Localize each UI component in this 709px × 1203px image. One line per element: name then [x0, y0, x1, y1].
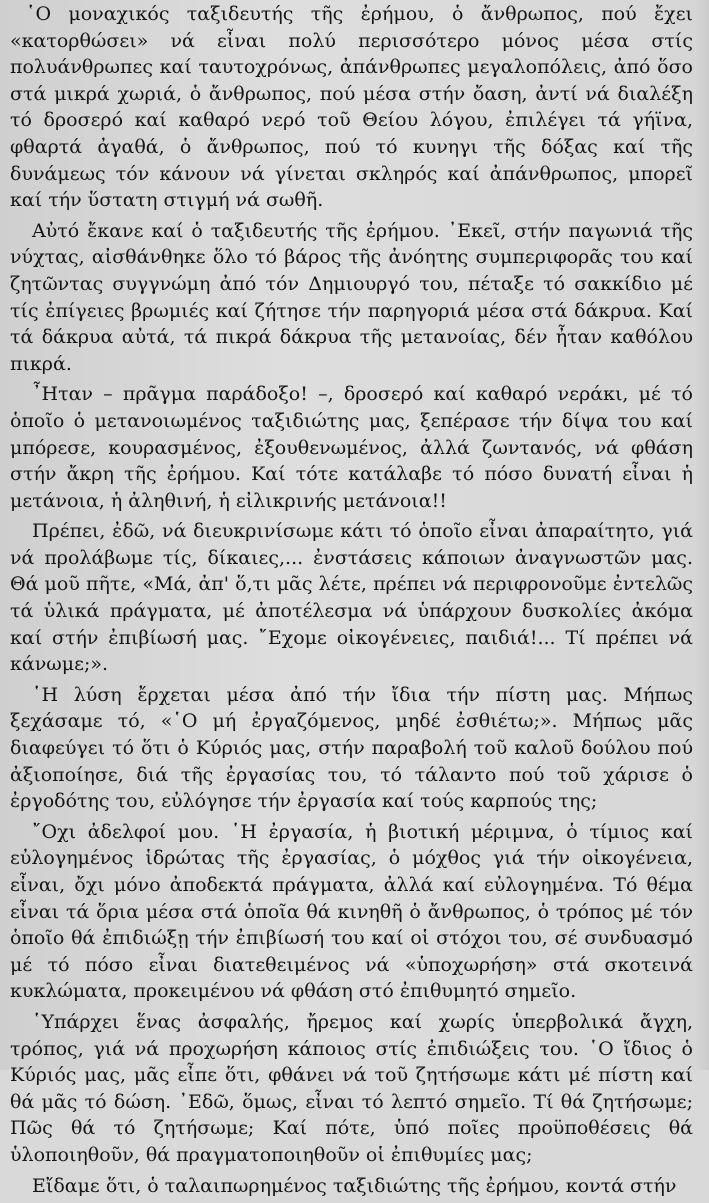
paragraph-7: ῾Υπάρχει ἕνας ἀσφαλής, ἤρεμος καί χωρίς ὑπερβολικά ἄγχη, τρόπος, γιά νά προχωρήση κάποιος στίς ἐπιδιώξεις του. ῾Ο ἴδιος ὁ Κύριός μας, μᾶς εἶπε ὅτι, φθάνει νά τοῦ ζητήσωμε κάτι μέ πίστη καί θά μᾶς τό δώση. ᾿Εδῶ, ὅμως, εἶναι τό λεπτό σημεῖο. Τί θά ζητήσωμε; Πῶς θά τό ζητήσωμε; Καί πότε, ὑπό ποῖες προϋποθέσεις θά ὑλοποιηθοῦν, θά πραγματοποιηθοῦν οἱ ἐπιθυμίες μας; [10, 1010, 693, 1166]
page-edge-shadow [695, 0, 709, 1070]
text-column [10, 1, 693, 1203]
paragraph-5: ῾Η λύση ἔρχεται μέσα ἀπό τήν ἴδια τήν πίστη μας. Μήπως ξεχάσαμε τό, «῾Ο μή ἐργαζόμενος, μηδέ ἐσθιέτω;». Μήπως μᾶς διαφεύγει τό ὅτι ὁ Κύριός μας, στήν παραβολή τοῦ καλοῦ δούλου πού ἀξιοποίησε, διά τῆς ἐργασίας του, τό τάλαντο πού τοῦ χάρισε ὁ ἐργοδότης του, εὐλόγησε τήν ἐργασία καί τούς καρπούς της; [10, 683, 693, 813]
paragraph-6: ῎Οχι ἀδελφοί μου. ῾Η ἐργασία, ἡ βιοτική μέριμνα, ὁ τίμιος καί εὐλογημένος ἱδρώτας τῆς ἐργασίας, ὁ μόχθος γιά τήν οἰκογένεια, εἶναι, ὄχι μόνο ἀποδεκτά πράγματα, ἀλλά καί εὐλογημένα. Τό θέμα εἶναι τά ὅρια μέσα στά ὁποῖα θά κινηθῆ ὁ ἄνθρωπος, ὁ τρόπος μέ τόν ὁποῖο θά ἐπιδιώξῃ τήν ἐπιβίωσή του καί οἱ στόχοι του, σέ συνδυασμό μέ τό πόσο εἶναι διατεθειμένος νά «ὑποχωρήση» στά σκοτεινά κυκλώματα, προκειμένου νά φθάση στό ἐπιθυμητό σημεῖο. [10, 820, 693, 1003]
paragraph-1: ῾Ο μοναχικός ταξιδευτής τῆς ἐρήμου, ὁ ἄνθρωπος, πού ἔχει «κατορθώσει» νά εἶναι πολύ περισσότερο μόνος μέσα στίς πολυάνθρωπες καί ταυτοχρόνως, ἀπάνθρωπες μεγαλοπόλεις, ἀπό ὅσο στά μικρά χωριά, ὁ ἄνθρωπος, πού μέσα στήν ὄαση, ἀντί νά διαλέξη τό δροσερό καί καθαρό νερό τοῦ Θείου λόγου, ἐπιλέγει τά γήϊνα, φθαρτά ἀγαθά, ὁ ἄνθρωπος, πού τό κυνηγι τῆς δόξας καί τῆς δυνάμεως τόν κάνουν νά γίνεται σκληρός καί ἀπάνθρωπος, μπορεῖ καί τήν ὕστατη στιγμή νά σωθῆ. [10, 3, 693, 212]
paragraph-2: Αὐτό ἔκανε καί ὁ ταξιδευτής τῆς ἐρήμου. ᾿Εκεῖ, στήν παγωνιά τῆς νύχτας, αἰσθάνθηκε ὅλο τό βάρος τῆς ἀνόητης συμπεριφορᾶς του καί ζητῶντας συγγνώμη ἀπό τόν Δημιουργό του, πέταξε τό σακκίδιο μέ τίς ἐπίγειες βρωμιές καί ζήτησε τήν παρηγοριά μέσα στά δάκρυα. Καί τά δάκρυα αὐτά, τά πικρά δάκρυα τῆς μετανοίας, δέν ἦταν καθόλου πικρά. [10, 219, 693, 375]
paragraph-3: ῏Ηταν – πρᾶγμα παράδοξο! –, δροσερό καί καθαρό νεράκι, μέ τό ὁποῖο ὁ μετανοιωμένος ταξιδιώτης μας, ξεπέρασε τήν δίψα του καί μπόρεσε, κουρασμένος, ἐξουθενωμένος, ἀλλά ζωντανός, νά φθάση στήν ἄκρη τῆς ἐρήμου. Καί τότε κατάλαβε τό πόσο δυνατή εἶναι ἡ μετάνοια, ἡ ἀληθινή, ἡ εἰλικρινής μετάνοια!! [10, 383, 693, 512]
paragraph-4: Πρέπει, ἐδῶ, νά διευκρινίσωμε κάτι τό ὁποῖο εἶναι ἀπαραίτητο, γιά νά προλάβωμε τίς, δίκαιες,... ἐνστάσεις κάποιων ἀναγνωστῶν μας. Θά μοῦ πῆτε, «Μά, ἀπ' ὅ,τι μᾶς λέτε, πρέπει νά περιφρονοῦμε ἐντελῶς τά ὑλικά πράγματα, μέ ἀποτέλεσμα νά ὑπάρχουν δυσκολίες ἀκόμα καί στήν ἐπιβίωσή μας. ῎Εχομε οἰκογένειες, παιδιά!... Τί πρέπει νά κάνωμε;». [10, 520, 693, 676]
paragraph-8: Εἴδαμε ὅτι, ὁ ταλαιπωρημένος ταξιδιώτης τῆς ἐρήμου, κοντά στήν [32, 1174, 677, 1197]
